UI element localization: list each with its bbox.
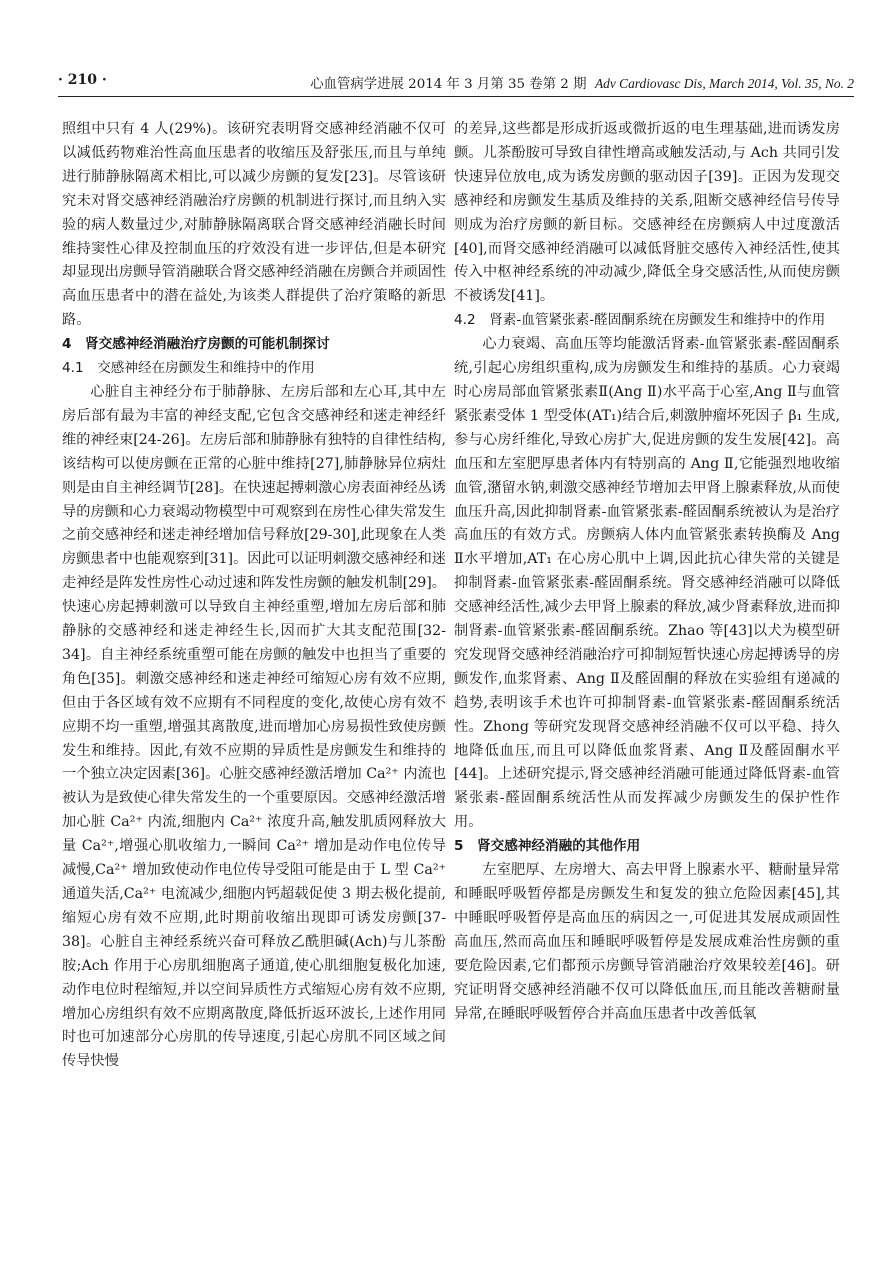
subsection-heading: 4.1 交感神经在房颤发生和维持中的作用: [62, 360, 315, 377]
paragraph: 心脏自主神经分布于肺静脉、左房后部和左心耳,其中左房后部有最为丰富的神经支配,它包含交感神经和迷走神经纤维的神经束[24-26]。左房后部和肺静脉有独特的自律性结构,该结构可以使房颤在正常的心脏中维持[27],肺静脉异位病灶则是由自主神经调节[28]。在快速起搏刺激心房表面神经丛诱导的房颤和心力衰竭动物模型中可观察到在房性心律失常发生之前交感神经和迷走神经增加信号释放[29-30],此现象在人类房颤患者中也能观察到[31]。因此可以证明刺激交感神经和迷走神经是阵发性房性心动过速和阵发性房颤的触发机制[29]。快速心房起搏刺激可以导致自主神经重塑,增加左房后部和肺静脉的交感神经和迷走神经生长,因而扩大其支配范围[32-34]。自主神经系统重塑可能在房颤的触发中也担当了重要的角色[35]。刺激交感神经和迷走神经可缩短心房有效不应期,但由于各区域有效不应期有不同程度的变化,故使心房有效不应期不均一重塑,增强其离散度,进而增加心房易损性致使房颤发生和维持。因此,有效不应期的异质性是房颤发生和维持的一个独立决定因素[36]。心脏交感神经激活增加 Ca²⁺ 内流也被认为是致使心律失常发生的一个重要原因。交感神经激活增加心脏 Ca²⁺ 内流,细胞内 Ca²⁺ 浓度升高,触发肌质网释放大量 Ca²⁺,增强心肌收缩力,一瞬间 Ca²⁺ 增加是动作电位传导减慢,Ca²⁺ 增加致使动作电位传导受阻可能是由于 L 型 Ca²⁺ 通道失活,Ca²⁺ 电流减少,细胞内钙超载促使 3 期去极化提前,缩短心房有效不应期,此时期前收缩出现即可诱发房颤[37-38]。心脏自主神经系统兴奋可释放乙酰胆碱(Ach)与儿茶酚胺;Ach 作用于心房肌细胞离子通道,使心肌细胞复极化加速,动作电位时程缩短,并以空间异质性方式缩短心房有效不应期,增加心房组织有效不应期离散度,降低折返环波长,上述作用同时也可加速部分心房肌的传导速度,引起心房肌不同区域之间传导快慢: [62, 383, 446, 1070]
left-column: [62, 118, 446, 1074]
journal-name-cn: 心血管病学进展 2014 年 3 月第 35 卷第 2 期: [310, 77, 587, 92]
journal-citation: [310, 73, 854, 92]
paragraph: 心力衰竭、高血压等均能激活肾素-血管紧张素-醛固酮系统,引起心房组织重构,成为房颤发生和维持的基质。心力衰竭时心房局部血管紧张素Ⅱ(Ang Ⅱ)水平高于心室,Ang Ⅱ与血管紧张素受体 1 型受体(AT₁)结合后,刺激肿瘤坏死因子 β₁ 生成,参与心房纤维化,导致心房扩大,促进房颤的发生发展[42]。高血压和左室肥厚患者体内有特别高的 Ang Ⅱ,它能强烈地收缩血管,潴留水钠,刺激交感神经节增加去甲肾上腺素释放,从而使血压升高,因此抑制肾素-血管紧张素-醛固酮系统被认为是治疗高血压的有效方式。房颤病人体内血管紧张素转换酶及 Ang Ⅱ水平增加,AT₁ 在心房心肌中上调,因此抗心律失常的关键是抑制肾素-血管紧张素-醛固酮系统。肾交感神经消融可以降低交感神经活性,减少去甲肾上腺素的释放,减少肾素释放,进而抑制肾素-血管紧张素-醛固酮系统。Zhao 等[43]以犬为模型研究发现肾交感神经消融治疗可抑制短暂快速心房起搏诱导的房颤发作,血浆肾素、Ang Ⅱ及醛固酮的释放在实验组有递减的趋势,表明该手术也许可抑制肾素-血管紧张素-醛固酮系统活性。Zhong 等研究发现肾交感神经消融不仅可以平稳、持久地降低血压,而且可以降低血浆肾素、Ang Ⅱ及醛固酮水平[44]。上述研究提示,肾交感神经消融可能通过降低肾素-血管紧张素-醛固酮系统活性从而发挥减少房颤发生的保护性作用。: [454, 336, 840, 831]
paragraph: 照组中只有 4 人(29%)。该研究表明肾交感神经消融不仅可以减低药物难治性高血压患者的收缩压及舒张压,而且与单纯进行肺静脉隔离术相比,可以减少房颤的复发[23]。尽管该研究未对肾交感神经消融治疗房颤的机制进行探讨,而且纳入实验的病人数量过少,对肺静脉隔离联合肾交感神经消融长时间维持窦性心律及控制血压的疗效没有进一步评估,但是本研究却显现出房颤导管消融联合肾交感神经消融在房颤合并顽固性高血压患者中的潜在益处,为该类人群提供了治疗策略的新思路。: [62, 121, 446, 329]
paragraph: 左室肥厚、左房增大、高去甲肾上腺素水平、糖耐量异常和睡眠呼吸暂停都是房颤发生和复发的独立危险因素[45],其中睡眠呼吸暂停是高血压的病因之一,可促进其发展成顽固性高血压,然而高血压和睡眠呼吸暂停是发展成难治性房颤的重要危险因素,它们都预示房颤导管消融治疗效果较差[46]。研究证明肾交感神经消融不仅可以降低血压,而且能改善糖耐量异常,在睡眠呼吸暂停合并高血压患者中改善低氧: [454, 862, 840, 1022]
right-column: [454, 118, 840, 1026]
paragraph: 的差异,这些都是形成折返或微折返的电生理基础,进而诱发房颤。儿茶酚胺可导致自律性增高或触发活动,与 Ach 共同引发快速异位放电,成为诱发房颤的驱动因子[39]。正因为发现交感神经和房颤发生基质及维持的关系,阻断交感神经信号传导则成为治疗房颤的新目标。交感神经在房颤病人中过度激活[40],而肾交感神经消融可以减低肾脏交感传入神经活性,使其传入中枢神经系统的冲动减少,降低全身交感活性,从而使房颤不被诱发[41]。: [454, 121, 840, 305]
running-header: [58, 70, 854, 97]
subsection-heading: 4.2 肾素-血管紧张素-醛固酮系统在房颤发生和维持中的作用: [454, 312, 826, 329]
page-number: · 210 ·: [58, 72, 107, 88]
journal-name-en: Adv Cardiovasc Dis, March 2014, Vol. 35, No. 2: [595, 76, 854, 91]
section-heading: 4 肾交感神经消融治疗房颤的可能机制探讨: [62, 336, 330, 353]
section-heading: 5 肾交感神经消融的其他作用: [454, 838, 641, 855]
